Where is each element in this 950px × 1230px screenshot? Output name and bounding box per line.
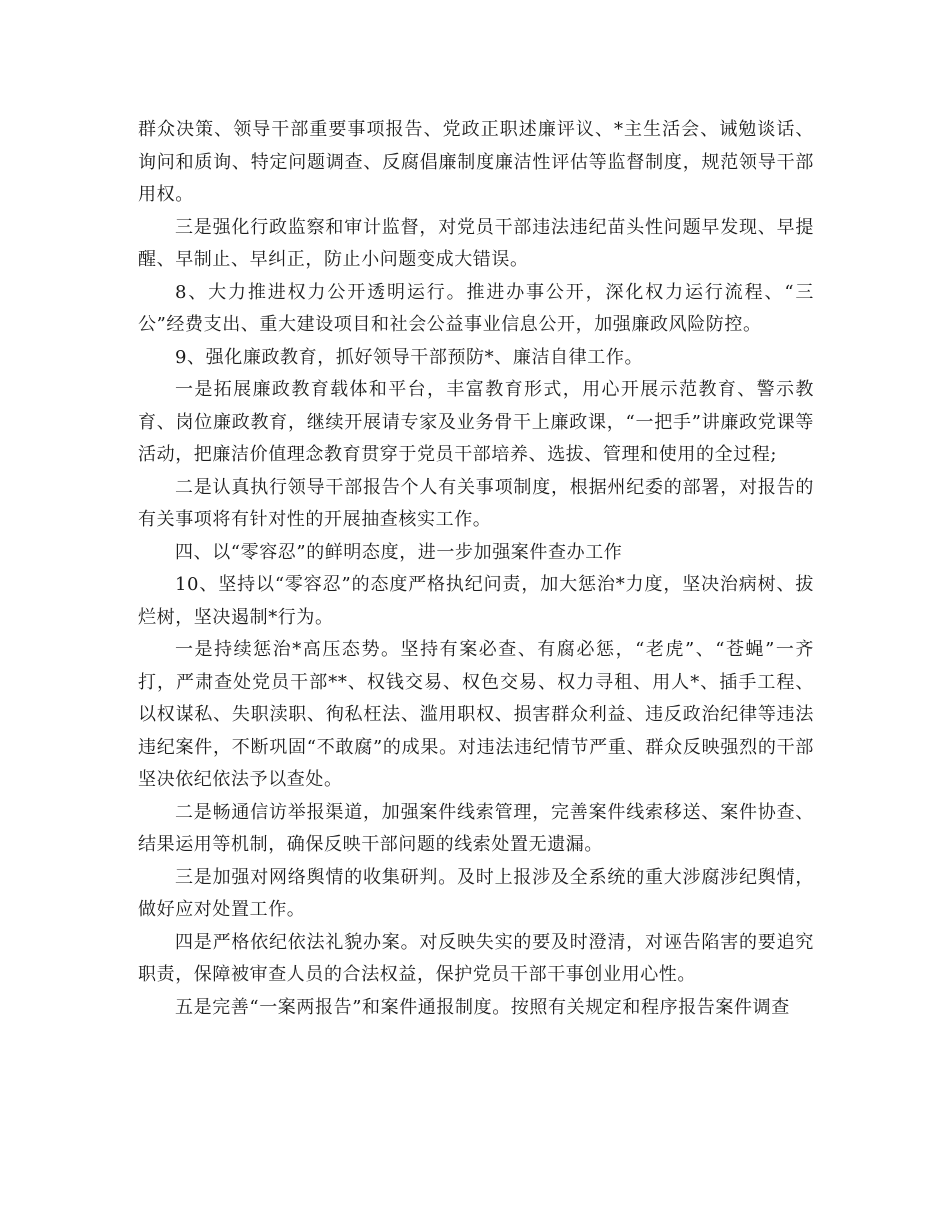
paragraph: 五是完善“一案两报告”和案件通报制度。按照有关规定和程序报告案件调查 (175, 996, 790, 1018)
paragraph: 二是认真执行领导干部报告个人有关事项制度，根据州纪委的部署，对报告的有关事项将有针对性的开展抽查核实工作。 (138, 476, 814, 530)
paragraph: 四是严格依纪依法礼貌办案。对反映失实的要及时澄清，对诬告陷害的要追究职责，保障被审查人员的合法权益，保护党员干部干事创业用心性。 (138, 931, 814, 985)
paragraph: 一是持续惩治*高压态势。坚持有案必查、有腐必惩，“老虎”、“苍蝇”一齐打，严肃查处党员干部**、权钱交易、权色交易、权力寻租、用人*、插手工程、以权谋私、失职渎职、徇私枉法、滥用职权、损害群众利益、违反政治纪律等违法违纪案件，不断巩固“不敢腐”的成果。对违法违纪情节严重、群众反映强烈的干部坚决依纪依法予以查处。 (138, 639, 814, 790)
document-body (138, 114, 814, 1024)
paragraph: 10、坚持以“零容忍”的态度严格执纪问责，加大惩治*力度，坚决治病树、拔烂树，坚决遏制*行为。 (138, 574, 814, 628)
paragraph: 9、强化廉政教育，抓好领导干部预防*、廉洁自律工作。 (175, 346, 644, 368)
paragraph: 8、大力推进权力公开透明运行。推进办事公开，深化权力运行流程、“三公”经费支出、重大建设项目和社会公益事业信息公开，加强廉政风险防控。 (138, 281, 814, 335)
paragraph: 一是拓展廉政教育载体和平台，丰富教育形式，用心开展示范教育、警示教育、岗位廉政教育，继续开展请专家及业务骨干上廉政课，“一把手”讲廉政党课等活动，把廉洁价值理念教育贯穿于党员干部培养、选拔、管理和使用的全过程; (138, 379, 814, 465)
paragraph: 三是强化行政监察和审计监督，对党员干部违法违纪苗头性问题早发现、早提醒、早制止、早纠正，防止小问题变成大错误。 (138, 216, 814, 270)
paragraph: 二是畅通信访举报渠道，加强案件线索管理，完善案件线索移送、案件协查、结果运用等机制，确保反映干部问题的线索处置无遗漏。 (138, 801, 814, 855)
paragraph: 群众决策、领导干部重要事项报告、党政正职述廉评议、*主生活会、诫勉谈话、询问和质询、特定问题调查、反腐倡廉制度廉洁性评估等监督制度，规范领导干部用权。 (138, 119, 814, 205)
section-heading: 四、以“零容忍”的鲜明态度，进一步加强案件查办工作 (175, 541, 623, 563)
paragraph: 三是加强对网络舆情的收集研判。及时上报涉及全系统的重大涉腐涉纪舆情，做好应对处置工作。 (138, 866, 814, 920)
